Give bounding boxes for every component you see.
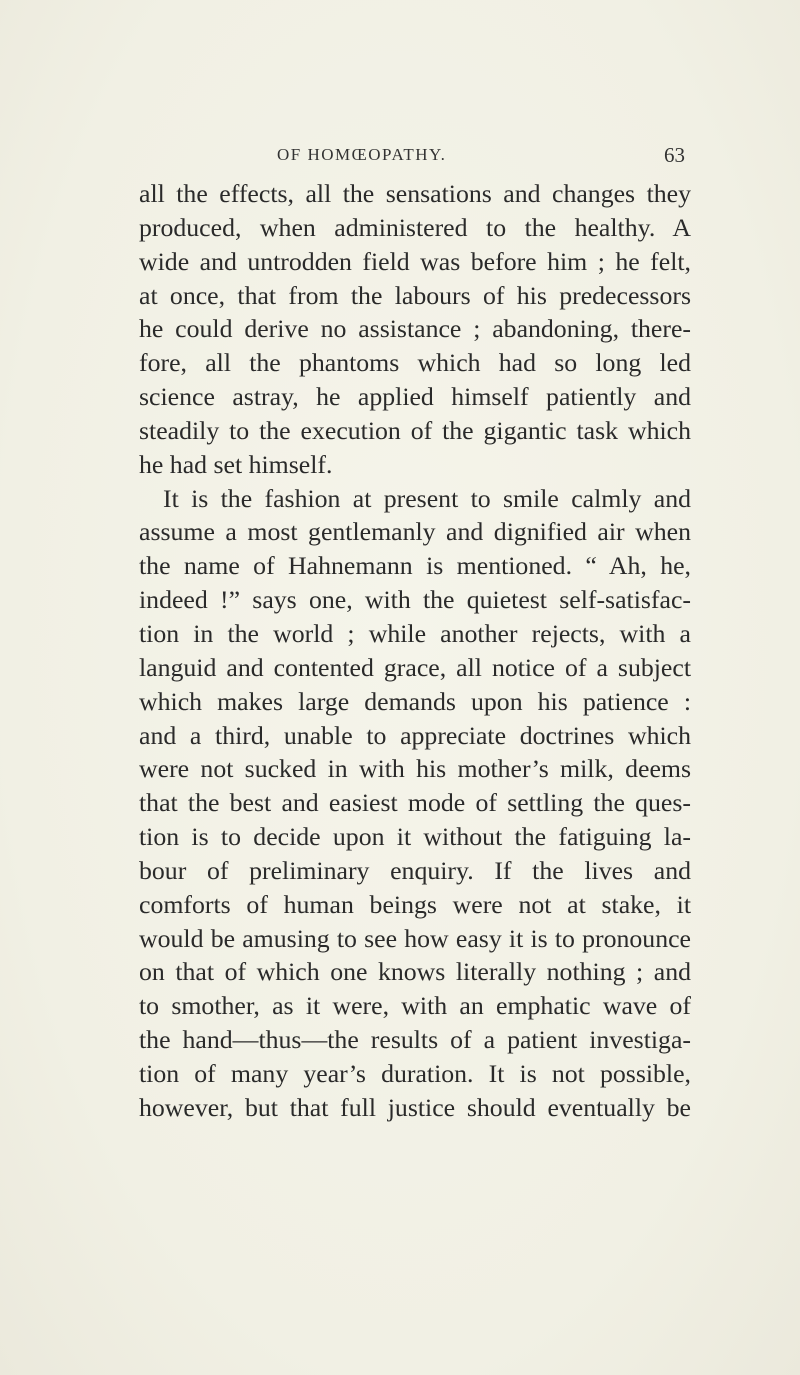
text-line: however, but that full justice should eventually be <box>139 1092 691 1122</box>
body-text <box>139 177 691 1125</box>
text-line: and a third, unable to appreciate doctrines which <box>139 720 691 750</box>
text-line: tion of many year’s duration. It is not possible, <box>139 1058 691 1088</box>
paragraph-start-line: It is the fashion at present to smile calmly and <box>163 483 691 513</box>
text-line: on that of which one knows literally nothing ; and <box>139 957 691 987</box>
text-line: which makes large demands upon his patience : <box>139 686 691 716</box>
text-line: the hand—thus—the results of a patient investiga- <box>139 1025 691 1055</box>
text-line: that the best and easiest mode of settling the ques- <box>139 788 691 818</box>
running-title: OF HOMŒOPATHY. <box>277 145 447 164</box>
paragraph-end-line: he had set himself. <box>139 449 333 479</box>
text-line: were not sucked in with his mother’s milk, deems <box>139 754 691 784</box>
text-line: assume a most gentlemanly and dignified air when <box>139 517 691 547</box>
text-line: steadily to the execution of the gigantic task which <box>139 415 691 445</box>
page-header <box>145 143 685 173</box>
text-line: he could derive no assistance ; abandoning, there- <box>139 314 691 344</box>
text-line: produced, when administered to the healthy. A <box>139 212 691 242</box>
text-line: tion is to decide upon it without the fatiguing la- <box>139 822 691 852</box>
text-line: would be amusing to see how easy it is to pronounce <box>139 923 691 953</box>
page-number: 63 <box>664 143 685 167</box>
text-line: science astray, he applied himself patiently and <box>139 382 691 412</box>
text-line: languid and contented grace, all notice of a subject <box>139 652 691 682</box>
text-line: to smother, as it were, with an emphatic wave of <box>139 991 691 1021</box>
text-line: the name of Hahnemann is mentioned. “ Ah, he, <box>139 551 691 581</box>
text-line: wide and untrodden field was before him ; he felt, <box>139 246 691 276</box>
text-line: at once, that from the labours of his predecessors <box>139 280 691 310</box>
text-line: bour of preliminary enquiry. If the lives and <box>139 855 691 885</box>
text-line: all the effects, all the sensations and changes they <box>139 179 691 208</box>
text-line: fore, all the phantoms which had so long led <box>139 348 691 378</box>
text-line: tion in the world ; while another rejects, with a <box>139 618 691 648</box>
text-line: comforts of human beings were not at stake, it <box>139 889 691 919</box>
text-line: indeed !” says one, with the quietest self-satisfac- <box>139 585 691 615</box>
